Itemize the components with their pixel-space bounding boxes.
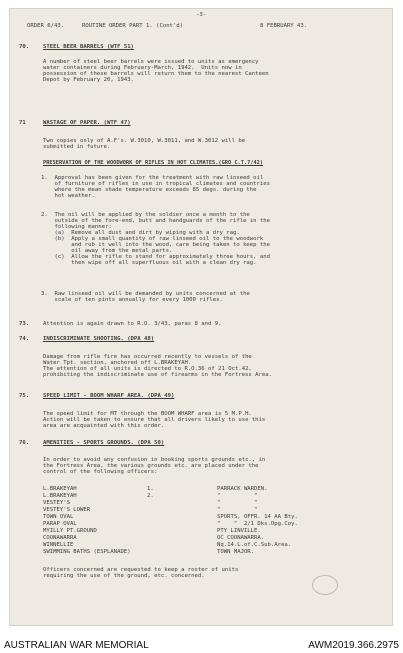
ground-name: WINNELLIE <box>43 542 74 548</box>
section-number: 74. <box>19 336 30 342</box>
document-page <box>9 8 393 626</box>
paragraph-line: outside of the fore-end, butt and handguards of the rifle in the <box>41 218 271 224</box>
paragraph-line: control of the following officers: <box>43 469 158 475</box>
paragraph-line: (b) Apply a small quantity of raw linseed oil to the woodwork <box>41 236 264 242</box>
order-number: ORDER 6/43. <box>27 23 65 29</box>
paragraph-line: (a) Remove all dust and dirt by wiping with a dry rag. <box>41 230 240 236</box>
officer-name: TOWN MAJOR. <box>217 549 255 555</box>
paragraph-line: Damage from rifle fire has occurred recently to vessels of the <box>43 354 252 360</box>
ground-name: MYILLY PT.GROUND <box>43 528 97 534</box>
ground-name: COONAWARRA <box>43 535 77 541</box>
paragraph-line: 1. Approval has been given for the treatment with raw linseed oil <box>41 175 264 181</box>
ground-name: VESTEY'S LOWER <box>43 507 91 513</box>
officer-name: OC COONAWARRA. <box>217 535 265 541</box>
paragraph-line: A number of steel beer barrels were issued to units as emergency <box>43 59 259 65</box>
ground-name: L.BRAKEYAH <box>43 486 77 492</box>
order-date: 8 FEBRUARY 43. <box>260 23 308 29</box>
officer-name: PTY LINVILLE. <box>217 528 261 534</box>
section-number: 75. <box>19 393 30 399</box>
paragraph-line: area are acquainted with this order. <box>43 423 165 429</box>
officer-name: " " <box>217 507 258 513</box>
paragraph-line: requiring the use of the ground, etc. concerned. <box>43 573 205 579</box>
ground-name: L.BRAKEYAH <box>43 493 77 499</box>
section-number: 76. <box>19 440 30 446</box>
ground-mark: 1. <box>147 486 154 492</box>
paragraph-line: following manner: <box>41 224 112 230</box>
paragraph-line: Officers concerned are requested to keep a roster of units <box>43 567 239 573</box>
ground-name: VESTEY'S <box>43 500 70 506</box>
ground-name: SWIMMING BATHS (ESPLANADE) <box>43 549 131 555</box>
paragraph-line: 3. Raw linseed oil will be demanded by units concerned at the <box>41 291 250 297</box>
paragraph-line: the Fortress Area, the various grounds etc. are placed under the <box>43 463 259 469</box>
paragraph-line: possession of these barrels will return them to the nearest Canteen <box>43 71 269 77</box>
archive-id: AWM2019.366.2975 <box>308 640 399 651</box>
paragraph-line: Attention is again drawn to R.O. 3/43, paras 8 and 9. <box>43 321 222 327</box>
order-heading: ROUTINE ORDER PART 1. (Cont'd) <box>82 23 184 29</box>
paragraph-line: where the mean shade temperature exceeds 85 degs. during the <box>41 187 257 193</box>
paragraph-line: hot weather. <box>41 193 95 199</box>
paragraph-line: of furniture of rifles in use in tropical climates and countries <box>41 181 271 187</box>
officer-name: " " <box>217 500 258 506</box>
officer-name: SPORTS, OFFR. 14 AA Bty. <box>217 514 298 520</box>
paragraph-line: The attention of all units is directed to R.O.36 of 21 Oct.42, <box>43 366 252 372</box>
section-title: AMENITIES - SPORTS GROUNDS. (DPA 50) <box>43 440 165 446</box>
archive-name: AUSTRALIAN WAR MEMORIAL <box>4 640 149 651</box>
ground-mark: 2. <box>147 493 154 499</box>
paragraph-line: then wipe off all superfluous oil with a clean dry rag. <box>41 260 257 266</box>
paragraph-line: and rub it well into the wood, care being taken to keep the <box>41 242 271 248</box>
ground-name: PARAP OVAL <box>43 521 77 527</box>
section-title: SPEED LIMIT - BOOM WHARF AREA. (DPA 49) <box>43 393 175 399</box>
paragraph-line: Water Tpt. section, anchored off L.BRAKEYAH. <box>43 360 192 366</box>
footer-bar <box>0 638 403 653</box>
paragraph-line: The speed limit for MT through the BOOM WHARF area is 5 M.P.H. <box>43 411 252 417</box>
stamp-mark <box>312 575 338 595</box>
paragraph-line: Two copies only of A.F's. W.3010, W.3011, and W.3012 will be <box>43 138 246 144</box>
officer-name: Nq.14.L.of.C.Sub.Area. <box>217 542 292 548</box>
paragraph-line: Action will be taken to ensure that all drivers likely to use this <box>43 417 266 423</box>
paragraph-line: (c) Allow the rifle to stand for approximately three hours, and <box>41 254 271 260</box>
paragraph-line: prohibiting the indiscriminate use of firearms in the Fortress Area. <box>43 372 273 378</box>
paragraph-line: oil away from the metal parts. <box>41 248 173 254</box>
section-number: 73. <box>19 321 30 327</box>
paragraph-line: water containers during February-March, 1942. Units now in <box>43 65 242 71</box>
paragraph-line: scale of ten pints annually for every 1000 rifles. <box>41 297 223 303</box>
section-title: PRESERVATION OF THE WOODWORK OF RIFLES IN HOT CLIMATES.(GRO C.T.7/42) <box>43 160 264 166</box>
paragraph-line: Depot by February 20, 1943. <box>43 77 134 83</box>
officer-name: " " 2/1 Dks.Opg.Coy. <box>217 521 298 527</box>
paragraph-line: 2. The oil will be applied by the soldier once a month to the <box>41 212 250 218</box>
paragraph-line: submitted in future. <box>43 144 111 150</box>
section-title: STEEL BEER BARRELS (WTF 51) <box>43 44 134 50</box>
officer-name: PARRACK WARDEN. <box>217 486 268 492</box>
ground-name: TOWN OVAL <box>43 514 74 520</box>
section-title: INDISCRIMINATE SHOOTING. (DPA 48) <box>43 336 155 342</box>
officer-name: " " <box>217 493 258 499</box>
paragraph-line: In order to avoid any confusion in booking sports grounds etc., in <box>43 457 266 463</box>
section-title: WASTAGE OF PAPER. (WTF 47) <box>43 120 131 126</box>
section-number: 70. <box>19 44 30 50</box>
section-number: 71 <box>19 120 26 126</box>
page-number: -3- <box>196 12 207 18</box>
